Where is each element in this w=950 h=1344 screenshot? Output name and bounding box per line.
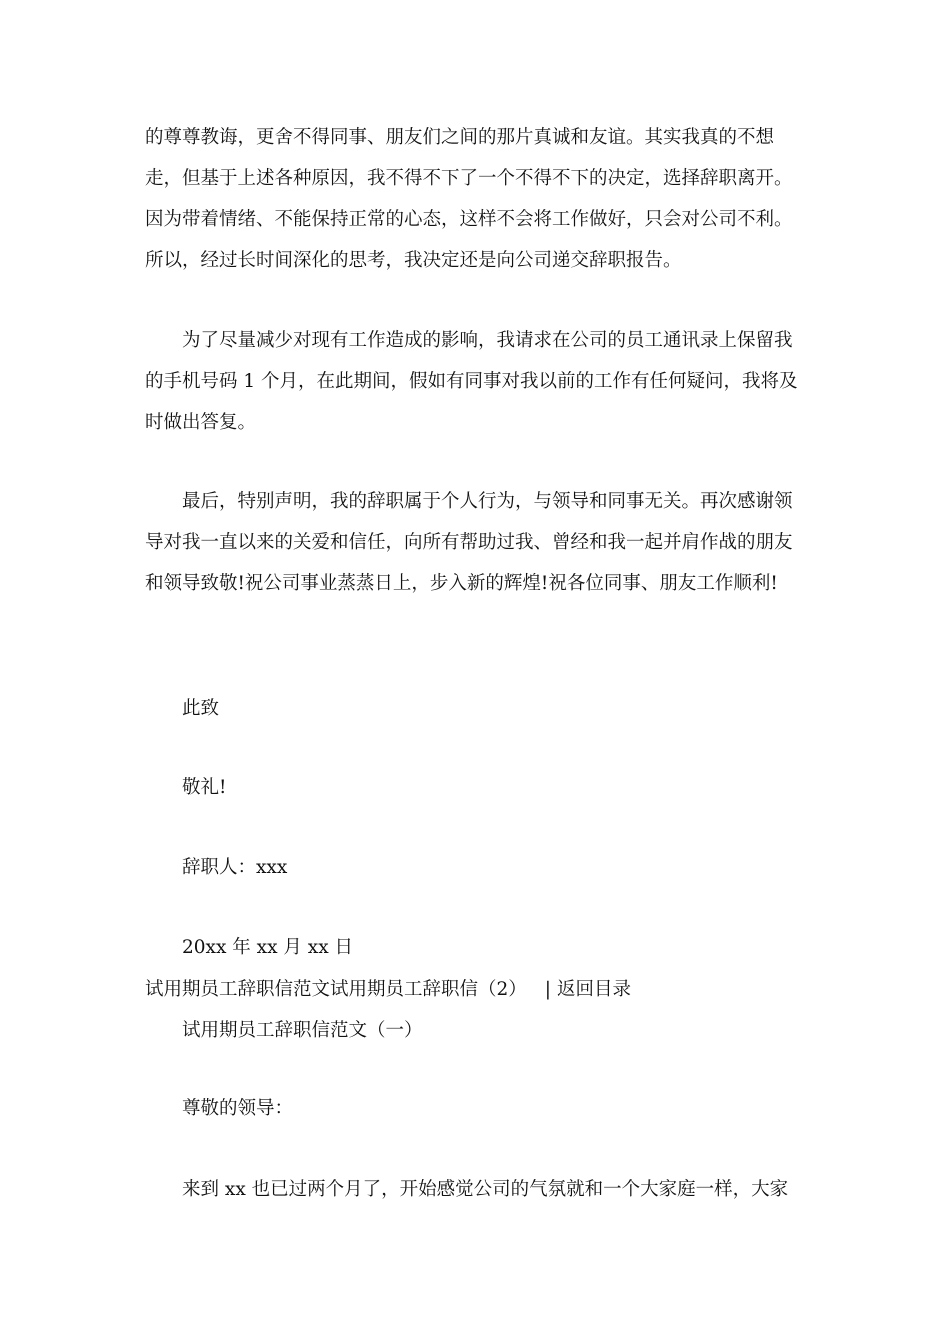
back-to-toc-link[interactable]: 返回目录 [557, 979, 632, 1000]
closing-salute: 此致 [182, 698, 220, 719]
body-paragraph-2: 为了尽量减少对现有工作造成的影响，我请求在公司的员工通讯录上保留我的手机号码 1 个月，在此期间，假如有同事对我以前的工作有任何疑问，我将及时做出答复。 [145, 330, 798, 433]
letter-greeting: 尊敬的领导： [182, 1098, 294, 1119]
heading-separator: | [544, 979, 552, 1000]
section-heading [145, 978, 631, 1002]
body-paragraph-3: 最后，特别声明，我的辞职属于个人行为，与领导和同事无关。再次感谢领导对我一直以来的关爱和信任，向所有帮助过我、曾经和我一起并肩作战的朋友和领导致敬!祝公司事业蒸蒸日上，步入新的辉煌!祝各位同事、朋友工作顺利! [145, 491, 793, 594]
letter-title: 试用期员工辞职信范文（一） [182, 1020, 423, 1041]
section-heading-title: 试用期员工辞职信范文试用期员工辞职信（2） [145, 979, 527, 1000]
closing-regards: 敬礼! [182, 777, 227, 798]
letter-opening-line: 来到 xx 也已过两个月了，开始感觉公司的气氛就和一个大家庭一样，大家 [182, 1179, 789, 1200]
body-paragraph-1: 的尊尊教诲，更舍不得同事、朋友们之间的那片真诚和友谊。其实我真的不想走，但基于上述各种原因，我不得不下了一个不得不下的决定，选择辞职离开。因为带着情绪、不能保持正常的心态，这样不会将工作做好，只会对公司不利。所以，经过长时间深化的思考，我决定还是向公司递交辞职报告。 [145, 127, 793, 271]
date-line: 20xx 年 xx 月 xx 日 [182, 937, 354, 958]
signer-line: 辞职人：xxx [182, 857, 288, 878]
